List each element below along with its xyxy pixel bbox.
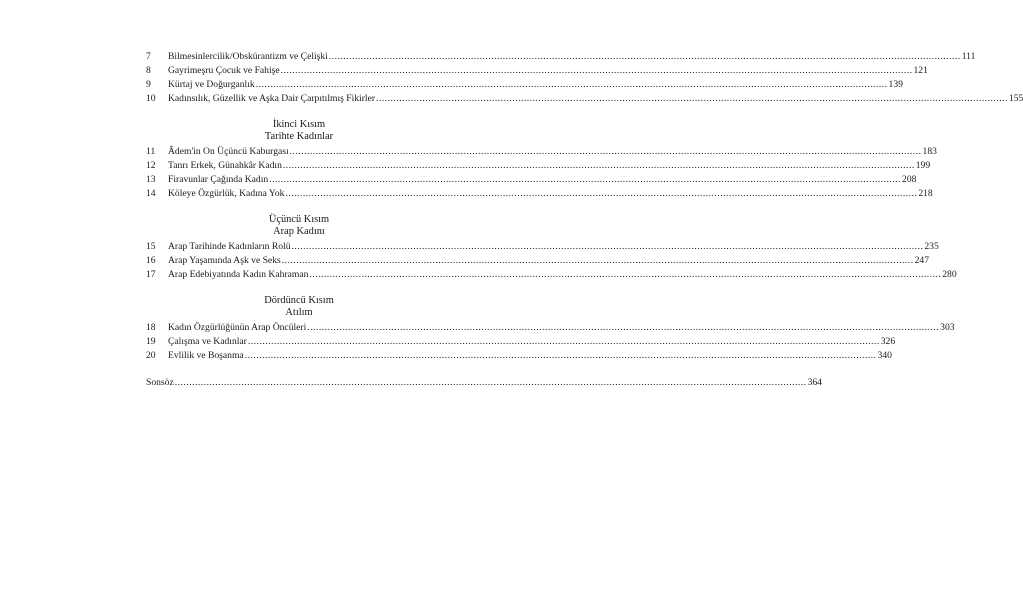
- part-heading: [146, 214, 452, 238]
- part-label: İkinci Kısım: [272, 119, 326, 130]
- dot-leader: [283, 159, 915, 173]
- chapter-number: 20: [146, 350, 156, 361]
- part-heading: [146, 295, 452, 319]
- chapter-title: Çalışma ve Kadınlar: [168, 336, 247, 347]
- page-number: 111: [961, 51, 976, 62]
- chapter-number: 11: [146, 146, 156, 157]
- dot-leader: [175, 376, 807, 390]
- chapter-title: Kürtaj ve Doğurganlık: [168, 79, 255, 90]
- toc-entry-afterword: [146, 376, 822, 390]
- page-number: 247: [914, 255, 929, 266]
- page-number: 303: [940, 322, 955, 333]
- toc-entry: [146, 173, 917, 187]
- chapter-title: Evlilik ve Boşanma: [168, 350, 244, 361]
- page-number: 183: [922, 146, 937, 157]
- page-number: 364: [807, 377, 822, 388]
- chapter-title: Bilmesinlercilik/Obskürantizm ve Çelişki: [168, 51, 328, 62]
- dot-leader: [309, 268, 941, 282]
- toc-entry: [146, 349, 892, 363]
- part-title: Tarihte Kadınlar: [264, 131, 334, 142]
- chapter-title: Arap Yaşamında Aşk ve Seks: [168, 255, 281, 266]
- toc-entry: [146, 187, 933, 201]
- dot-leader: [282, 254, 914, 268]
- dot-leader: [256, 78, 888, 92]
- dot-leader: [376, 92, 1008, 106]
- chapter-number: 17: [146, 269, 156, 280]
- dot-leader: [281, 64, 913, 78]
- chapter-title: Kadın Özgürlüğünün Arap Öncüleri: [168, 322, 307, 333]
- toc-entry: [146, 335, 896, 349]
- chapter-number: 13: [146, 174, 156, 185]
- chapter-title: Âdem'in On Üçüncü Kaburgası: [168, 146, 289, 157]
- part-title: Arap Kadını: [273, 226, 325, 237]
- page-number: 218: [918, 188, 933, 199]
- part-title: Atılım: [285, 307, 313, 318]
- chapter-number: 8: [146, 65, 151, 76]
- toc-entry: [146, 159, 931, 173]
- chapter-title: Arap Edebiyatında Kadın Kahraman: [168, 269, 309, 280]
- chapter-number: 10: [146, 93, 156, 104]
- chapter-title: Arap Tarihinde Kadınların Rolü: [168, 241, 291, 252]
- page-number: 340: [877, 350, 892, 361]
- chapter-number: 15: [146, 241, 156, 252]
- chapter-number: 19: [146, 336, 156, 347]
- toc-entry: [146, 145, 937, 159]
- page-number: 155: [1008, 93, 1023, 104]
- dot-leader: [329, 50, 961, 64]
- chapter-number: 9: [146, 79, 151, 90]
- chapter-number: 14: [146, 188, 156, 199]
- chapter-title: Kadınsılık, Güzellik ve Aşka Dair Çarpıtılmış Fikirler: [168, 93, 376, 104]
- chapter-title: Köleye Özgürlük, Kadına Yok: [168, 188, 285, 199]
- toc-entry: [146, 64, 928, 78]
- page-number: 326: [880, 336, 896, 347]
- chapter-title: Tanrı Erkek, Günahkâr Kadın: [168, 160, 282, 171]
- toc-entry: [146, 321, 955, 335]
- dot-leader: [290, 145, 922, 159]
- part-label: Dördüncü Kısım: [264, 295, 334, 306]
- part-label: Üçüncü Kısım: [268, 214, 330, 225]
- toc-entry: [146, 254, 929, 268]
- part-heading: [146, 119, 452, 143]
- toc-entry: [146, 78, 903, 92]
- chapter-number: 16: [146, 255, 156, 266]
- dot-leader: [269, 173, 901, 187]
- chapter-number: 12: [146, 160, 156, 171]
- page-number: 208: [902, 174, 917, 185]
- dot-leader: [285, 187, 917, 201]
- table-of-contents: [146, 50, 1023, 390]
- toc-entry: [146, 92, 1023, 106]
- toc-entry: [146, 268, 957, 282]
- chapter-title: Firavunlar Çağında Kadın: [168, 174, 269, 185]
- toc-entry: [146, 50, 976, 64]
- dot-leader: [245, 349, 877, 363]
- page-number: 139: [888, 79, 903, 90]
- dot-leader: [307, 321, 939, 335]
- page-number: 280: [942, 269, 957, 280]
- chapter-number: 7: [146, 51, 151, 62]
- dot-leader: [292, 240, 924, 254]
- page-number: 235: [924, 241, 939, 252]
- page-number: 121: [913, 65, 928, 76]
- afterword-title: Sonsöz: [146, 377, 174, 388]
- chapter-title: Gayrimeşru Çocuk ve Fahişe: [168, 65, 280, 76]
- toc-entry: [146, 240, 939, 254]
- chapter-number: 18: [146, 322, 156, 333]
- page-number: 199: [915, 160, 931, 171]
- dot-leader: [248, 335, 880, 349]
